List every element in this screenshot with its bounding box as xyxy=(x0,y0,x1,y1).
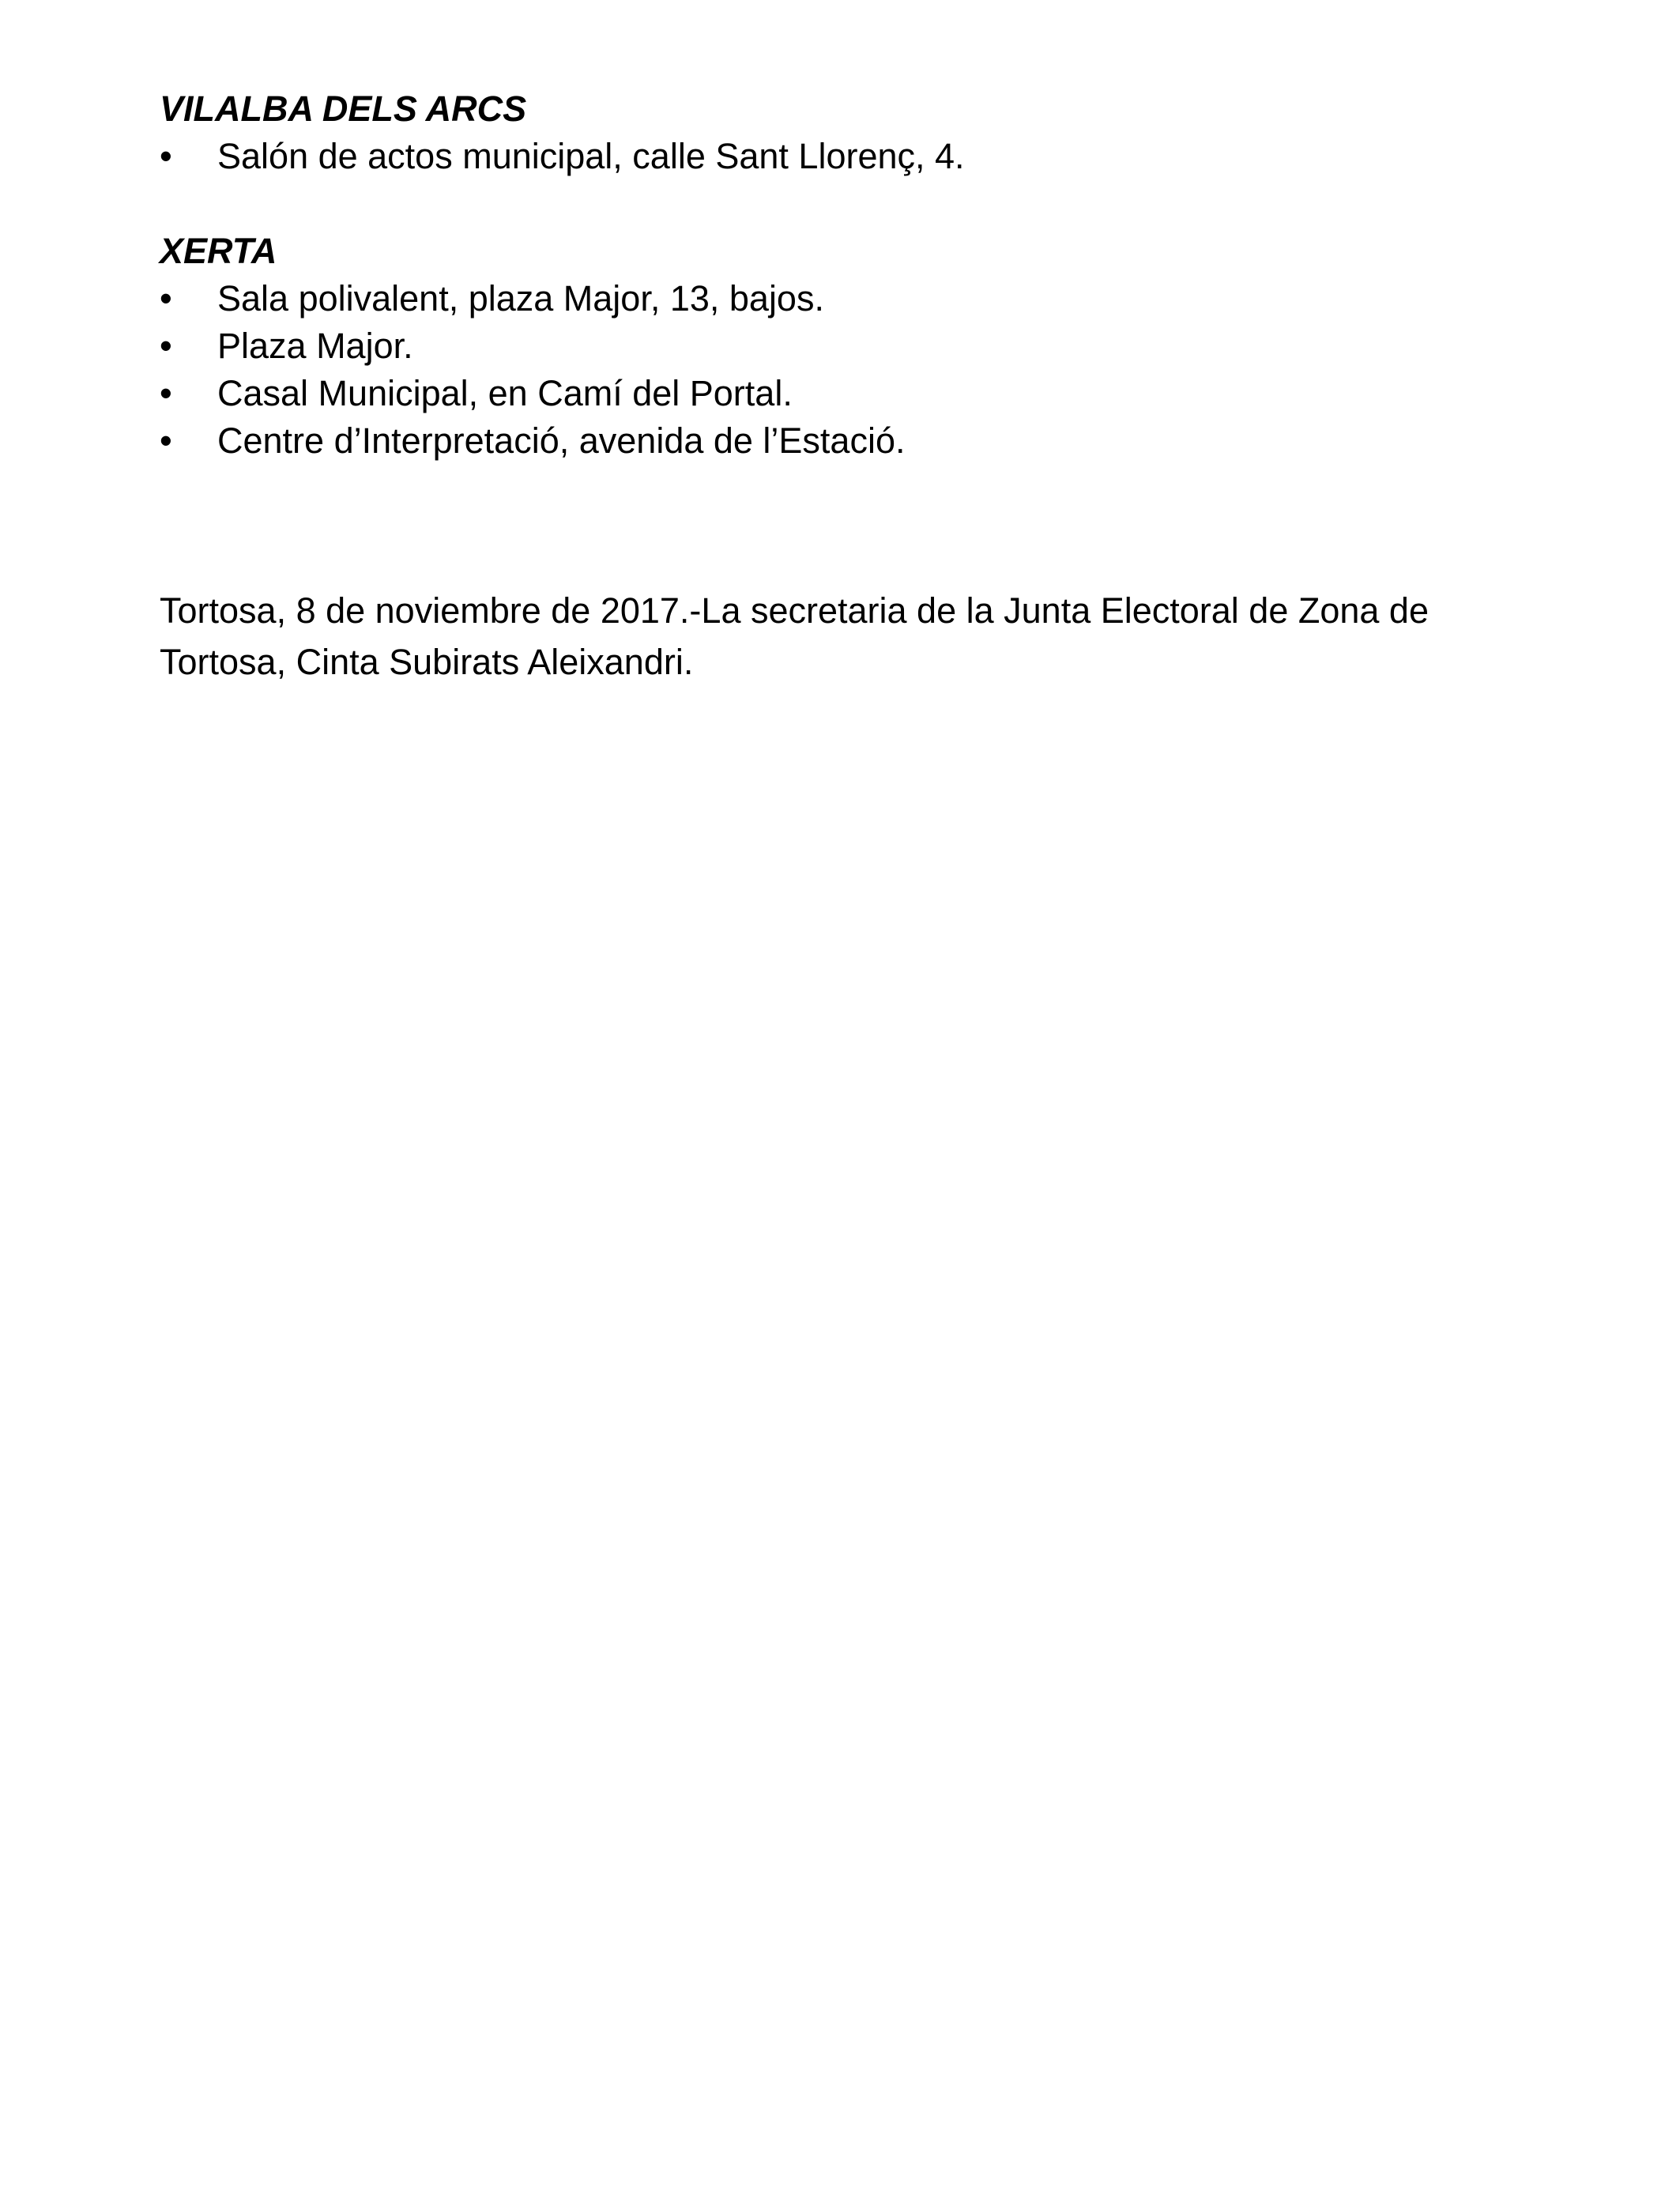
list-item xyxy=(160,322,1550,370)
location-list xyxy=(160,275,1550,465)
list-item xyxy=(160,370,1550,417)
list-item-text: Casal Municipal, en Camí del Portal. xyxy=(217,373,793,413)
bullet-icon: • xyxy=(160,278,172,319)
closing-line: Tortosa, Cinta Subirats Aleixandri. xyxy=(160,642,694,682)
section-vilalba-dels-arcs xyxy=(160,85,1550,180)
closing-line: Tortosa, 8 de noviembre de 2017.-La secretaria de la Junta Electoral de Zona de xyxy=(160,590,1429,631)
list-item xyxy=(160,417,1550,465)
list-item-text: Plaza Major. xyxy=(217,326,413,366)
list-item xyxy=(160,133,1550,180)
bullet-icon: • xyxy=(160,373,172,413)
list-item xyxy=(160,275,1550,322)
section-xerta xyxy=(160,228,1550,465)
list-item-text: Salón de actos municipal, calle Sant Llorenç, 4. xyxy=(217,136,965,176)
section-heading: XERTA xyxy=(160,231,277,271)
document-body xyxy=(160,85,1550,688)
bullet-icon: • xyxy=(160,420,172,461)
bullet-icon: • xyxy=(160,136,172,176)
list-item-text: Sala polivalent, plaza Major, 13, bajos. xyxy=(217,278,824,319)
closing-signature xyxy=(160,585,1550,688)
list-item-text: Centre d’Interpretació, avenida de l’Estació. xyxy=(217,420,906,461)
location-list xyxy=(160,133,1550,180)
bullet-icon: • xyxy=(160,326,172,366)
section-heading: VILALBA DELS ARCS xyxy=(160,89,527,129)
